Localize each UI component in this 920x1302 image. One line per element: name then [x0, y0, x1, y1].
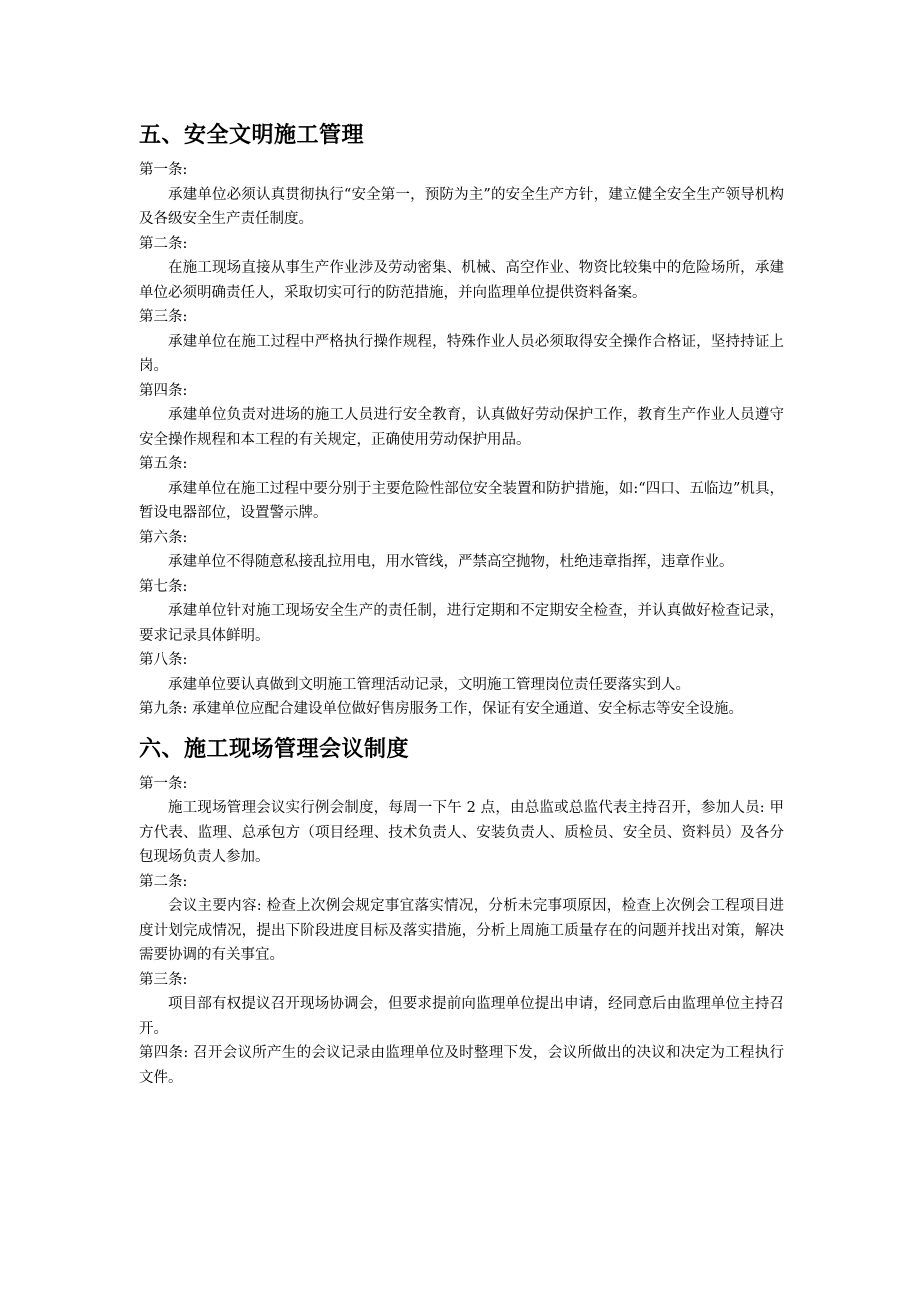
section6-article-2 [139, 870, 784, 968]
article-label: 第一条: [139, 775, 188, 792]
article-text: 项目部有权提议召开现场协调会，但要求提前向监理单位提出申请，经同意后由监理单位主持召开。 [139, 996, 784, 1037]
article-label: 第六条: [139, 529, 188, 546]
section6-article-3 [139, 968, 784, 1042]
article-text: 承建单位负责对进场的施工人员进行安全教育，认真做好劳动保护工作，教育生产作业人员遵守安全操作规程和本工程的有关规定，正确使用劳动保护用品。 [139, 407, 784, 448]
section5-article-1 [139, 158, 784, 232]
section5-article-8 [139, 648, 784, 697]
article-label: 第二条: [139, 235, 188, 252]
article-text: 承建单位不得随意私接乱拉用电，用水管线，严禁高空抛物，杜绝违章指挥，违章作业。 [168, 554, 734, 570]
section6-article-4: 第四条: 召开会议所产生的会议记录由监理单位及时整理下发，会议所做出的决议和决定为工程执行文件。 [139, 1045, 784, 1086]
article-label: 第八条: [139, 652, 188, 668]
article-text: 承建单位在施工过程中要分别于主要危险性部位安全装置和防护措施，如:“四口、五临边”机具，暂设电器部位，设置警示牌。 [139, 480, 784, 521]
section5-article-2 [139, 232, 784, 306]
article-label: 第三条: [139, 309, 188, 325]
article-text: 承建单位在施工过程中严格执行操作规程，特殊作业人员必须取得安全操作合格证，坚持持证上岗。 [139, 333, 784, 374]
section5-article-3 [139, 305, 784, 379]
article-label: 第二条: [139, 873, 188, 890]
article-label: 第五条: [139, 456, 188, 472]
article-text: 施工现场管理会议实行例会制度，每周一下午 2 点，由总监或总监代表主持召开，参加人员: 甲方代表、监理、总承包方（项目经理、技术负责人、安装负责人、质检员、安全员、资料员）及各分包现场负责人参加。 [139, 800, 784, 865]
article-text: 承建单位要认真做到文明施工管理活动记录，文明施工管理岗位责任要落实到人。 [168, 676, 690, 693]
article-label: 第四条: [139, 382, 188, 399]
section5-article-7 [139, 575, 784, 649]
section5-article-6 [139, 526, 784, 575]
article-label: 第七条: [139, 578, 188, 595]
article-text: 承建单位针对施工现场安全生产的责任制，进行定期和不定期安全检查，并认真做好检查记录，要求记录具体鲜明。 [139, 603, 784, 644]
article-label: 第三条: [139, 971, 188, 988]
section5-article-5 [139, 452, 784, 526]
section6-heading: 六、施工现场管理会议制度 [139, 736, 410, 762]
article-text: 在施工现场直接从事生产作业涉及劳动密集、机械、高空作业、物资比较集中的危险场所，承建单位必须明确责任人，采取切实可行的防范措施，并向监理单位提供资料备案。 [139, 260, 784, 301]
section5-article-4 [139, 379, 784, 453]
section5-heading: 五、安全文明施工管理 [139, 123, 365, 148]
section5-article-9: 第九条: 承建单位应配合建设单位做好售房服务工作，保证有安全通道、安全标志等安全设施。 [139, 701, 743, 717]
section6-article-1 [139, 772, 784, 870]
article-label: 第一条: [139, 162, 188, 178]
article-text: 承建单位必须认真贯彻执行“安全第一，预防为主”的安全生产方针，建立健全安全生产领导机构及各级安全生产责任制度。 [139, 186, 784, 227]
article-text: 会议主要内容: 检查上次例会规定事宜落实情况，分析未完事项原因，检查上次例会工程项目进度计划完成情况，提出下阶段进度目标及落实措施，分析上周施工质量存在的问题并找出对策，解决需要协调的有关事宜。 [139, 898, 784, 963]
document-page [139, 118, 784, 1090]
